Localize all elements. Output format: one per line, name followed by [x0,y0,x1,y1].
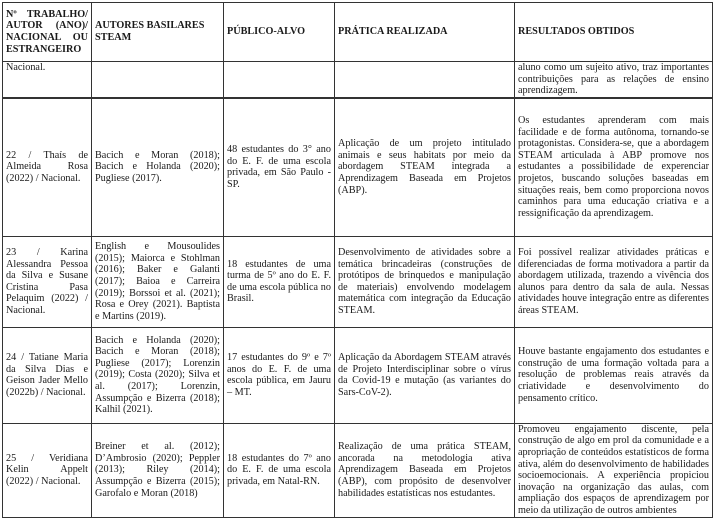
cell-trabalho: 24 / Tatiane Maria da Silva Dias e Geison Jader Mello (2022b) / Nacional. [3,327,92,423]
cell-resultados: Foi possível realizar atividades práticas e diferenciadas de forma motivadora a partir da abordagem utilizada, trazendo a vivência dos alunos para dentro da sala de aula. Nessas atividades houve integração entre as diferentes áreas STEAM. [515,236,713,327]
cell-pratica: Aplicação da Abordagem STEAM através de Projeto Interdisciplinar sobre o vírus da Covid-19 e mutação (as variantes do Sars-CoV-2). [335,327,515,423]
cell-publico [224,62,335,98]
table-header-row [3,3,713,62]
studies-table [2,2,713,518]
table-row-continuation [3,62,713,98]
cell-resultados: Promoveu engajamento discente, pela construção de algo em prol da comunidade e a apropriação de conteúdos estatísticos de forma ativa, além do desenvolvimento de habilidades socioemocionais. A experiência propiciou inovação na organização das aulas, com ampliação dos espaços de aprendizagem por meio da utilização de outros ambientes [515,423,713,517]
table-row [3,98,713,237]
cell-publico: 18 estudantes de uma turma de 5º ano do E. F. de uma escola pública no Brasil. [224,236,335,327]
cell-trabalho: 25 / Veridiana Kelin Appelt (2022) / Nacional. [3,423,92,517]
cell-autores: Breiner et al. (2012); D’Ambrosio (2020); Peppler (2013); Riley (2014); Assumpção e Bizerra (2015); Garofalo e Moran (2018) [92,423,224,517]
cell-resultados: aluno como um sujeito ativo, traz importantes contribuições para as relações de ensino aprendizagem. [515,62,713,98]
header-pratica-realizada: PRÁTICA REALIZADA [335,3,515,62]
cell-trabalho: Nacional. [3,62,92,98]
cell-pratica [335,62,515,98]
cell-publico: 18 estudantes do 7º ano do E. F. de uma escola privada, em Natal-RN. [224,423,335,517]
cell-resultados: Os estudantes aprenderam com mais facilidade e de forma autônoma, tornando-se protagonistas. Considera-se, que a abordagem STEAM articulada à ABP promove nos estudantes a possibilidade de experenciar projetos, buscando soluções baseadas em situações reais, bem como proporciona novos caminhos para uma educação criativa e a ressignificação da aprendizagem. [515,98,713,237]
cell-pratica: Realização de uma prática STEAM, ancorada na metodologia ativa Aprendizagem Baseada em Projetos (ABP), com propósito de desenvolver habilidades estatísticas nos estudantes. [335,423,515,517]
header-publico-alvo: PÚBLICO-ALVO [224,3,335,62]
cell-autores: Bacich e Moran (2018); Bacich e Holanda (2020); Pugliese (2017). [92,98,224,237]
cell-autores [92,62,224,98]
cell-pratica: Aplicação de um projeto intitulado animais e seus habitats por meio da abordagem STEAM integrada a Aprendizagem Baseada em Projetos (ABP). [335,98,515,237]
cell-trabalho: 22 / Thaís de Almeida Rosa (2022) / Nacional. [3,98,92,237]
table-row [3,327,713,423]
header-trabalho: Nº TRABALHO/ AUTOR (ANO)/ NACIONAL OU ESTRANGEIRO [3,3,92,62]
header-autores-basilares: AUTORES BASILARES STEAM [92,3,224,62]
header-resultados-obtidos: RESULTADOS OBTIDOS [515,3,713,62]
cell-publico: 17 estudantes do 9º e 7º anos do E. F. de uma escola pública, em Jauru – MT. [224,327,335,423]
cell-autores: Bacich e Holanda (2020); Bacich e Moran (2018); Pugliese (2017); Lorenzin (2019); Costa (2020); Silva et al. (2017); Lorenzin, Assumpção e Bizerra (2018); Kalhil (2021). [92,327,224,423]
table-row [3,236,713,327]
cell-resultados: Houve bastante engajamento dos estudantes e construção de uma formação voltada para a resolução de problemas reais através da criatividade e desenvolvimento do pensamento crítico. [515,327,713,423]
cell-publico: 48 estudantes do 3° ano do E. F. de uma escola privada, em São Paulo - SP. [224,98,335,237]
cell-autores: English e Mousoulides (2015); Maiorca e Stohlman (2016); Baker e Galanti (2017); Baioa e Carreira (2019); Borssoi et al. (2021); Rosa e Orey (2021). Baptista e Martins (2019). [92,236,224,327]
table-row [3,423,713,517]
cell-pratica: Desenvolvimento de atividades sobre a temática brincadeiras (construções de protótipos de brinquedos e manipulação de materiais) envolvendo modelagem matemática com integração da Educação STEAM. [335,236,515,327]
cell-trabalho: 23 / Karina Alessandra Pessoa da Silva e Susane Cristina Pasa Pelaquim (2022) / Nacional. [3,236,92,327]
